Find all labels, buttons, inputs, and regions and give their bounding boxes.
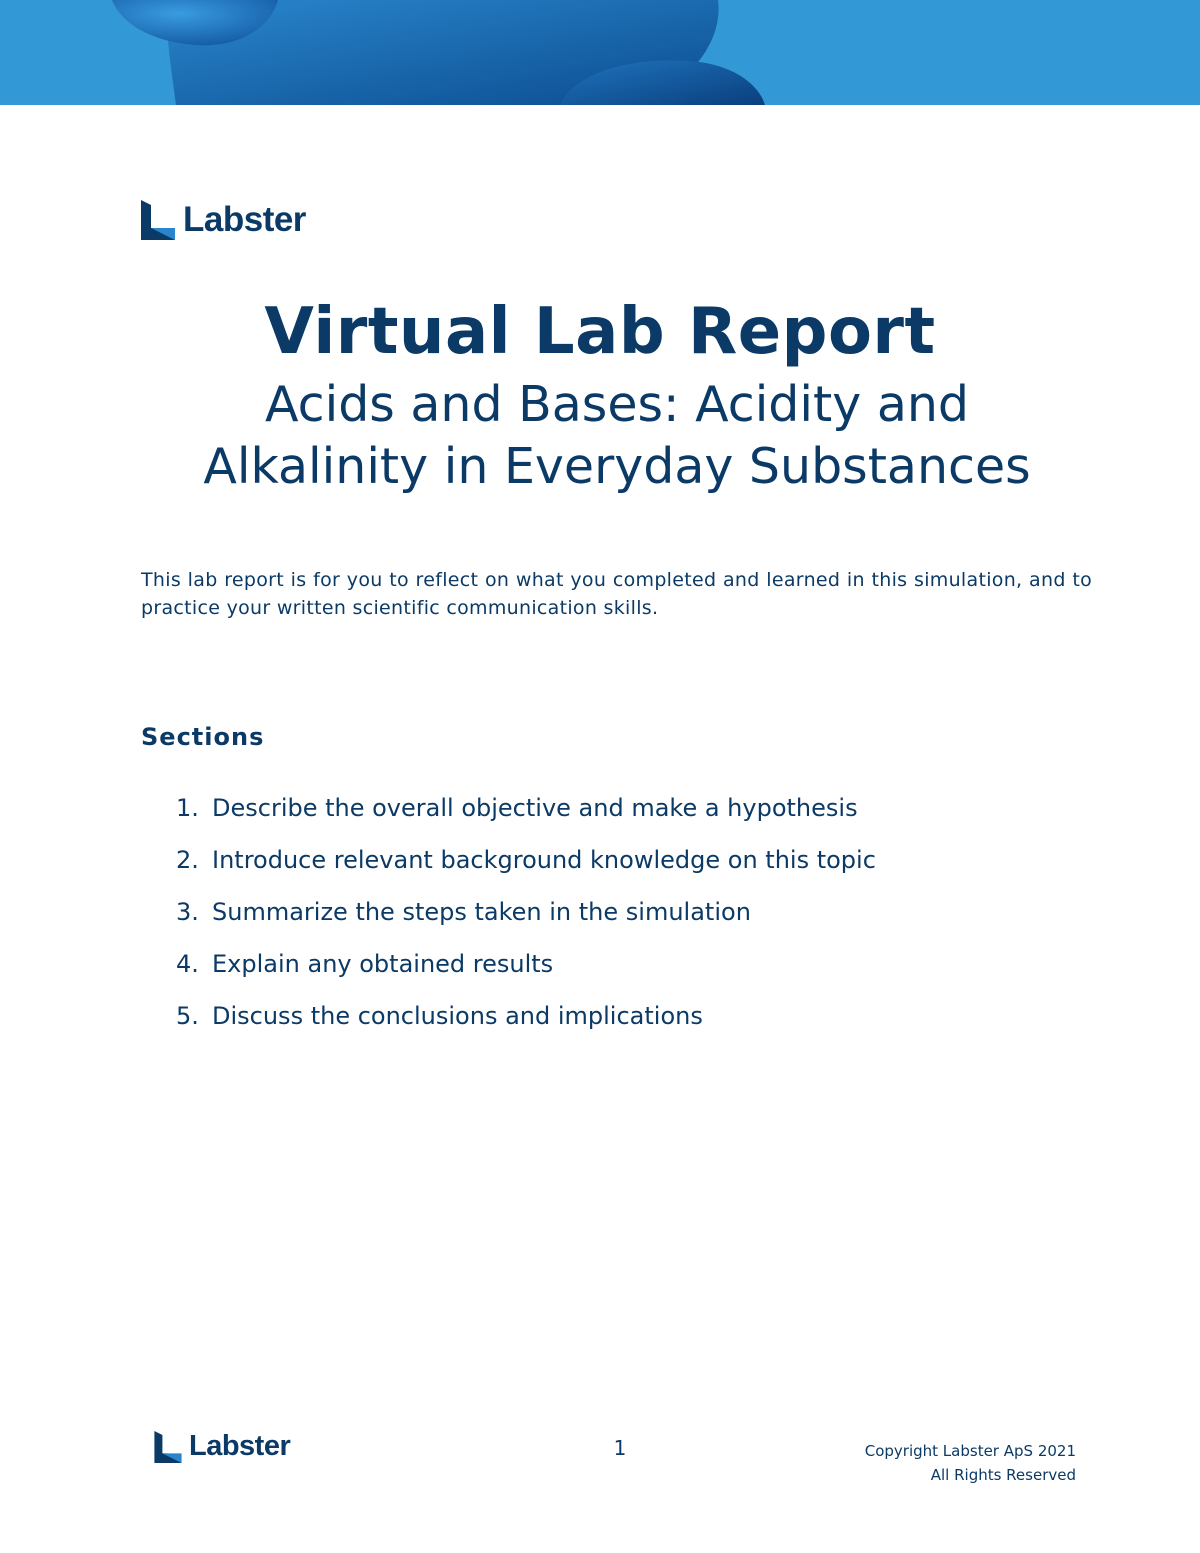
list-item-number: 2. [176,846,199,874]
labster-logo [141,200,306,240]
footer-labster-logo [154,1430,290,1463]
list-item-text: Introduce relevant background knowledge on this topic [212,846,876,874]
page-title: Virtual Lab Report [264,295,936,369]
list-item-text: Discuss the conclusions and implications [212,1002,703,1030]
decorative-shapes [0,0,1200,105]
page-number: 1 [613,1436,627,1460]
labster-logo-icon [154,1431,182,1463]
list-item-text: Describe the overall objective and make a hypothesis [212,794,858,822]
list-item [176,894,876,946]
list-item-text: Summarize the steps taken in the simulation [212,898,751,926]
labster-wordmark: Labster [183,200,306,239]
list-item-number: 4. [176,950,199,978]
header-banner [0,0,1200,105]
rights-line: All Rights Reserved [930,1466,1076,1484]
list-item [176,998,876,1050]
list-item [176,946,876,998]
list-item-number: 1. [176,794,199,822]
labster-logo-icon [141,200,175,240]
page-subtitle: Acids and Bases: Acidity and Alkalinity in Everyday Substances [203,376,1031,495]
copyright-line: Copyright Labster ApS 2021 [864,1442,1076,1460]
list-item [176,842,876,894]
sections-list [176,790,876,1050]
sections-heading: Sections [141,723,265,751]
labster-wordmark: Labster [189,1430,291,1462]
list-item [176,790,876,842]
list-item-text: Explain any obtained results [212,950,554,978]
copyright-notice [865,1439,1076,1487]
list-item-number: 3. [176,898,199,926]
intro-paragraph: This lab report is for you to reflect on what you completed and learned in this simulation, and to practice your written scientific communication skills. [141,569,1092,619]
list-item-number: 5. [176,1002,199,1030]
